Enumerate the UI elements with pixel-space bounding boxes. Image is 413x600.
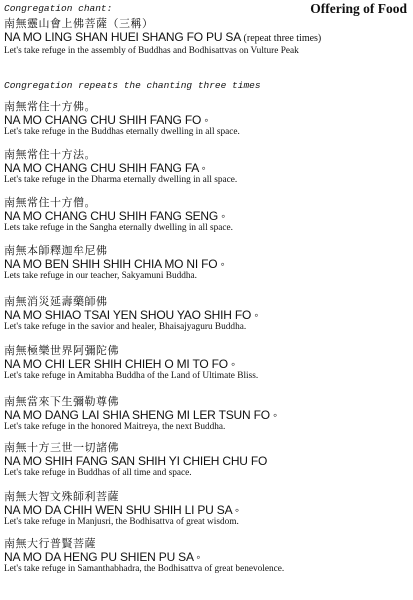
verse-chinese: 南無大智文殊師利菩薩 xyxy=(4,490,119,503)
verse-chinese: 南無靈山會上佛菩薩（三稱） xyxy=(4,17,154,30)
verse-block xyxy=(4,244,409,282)
verse-block xyxy=(4,148,409,186)
verse-block xyxy=(4,537,409,575)
verse-translation: Let's take refuge in Manjusri, the Bodhisattva of great wisdom. xyxy=(4,517,239,527)
verse-romanization: NA MO DANG LAI SHIA SHENG MI LER TSUN FO ◦ xyxy=(4,408,278,422)
verse-block xyxy=(4,196,409,234)
verse-romanization: NA MO SHIH FANG SAN SHIH YI CHIEH CHU FO xyxy=(4,454,268,468)
verse-romanization: NA MO SHIAO TSAI YEN SHOU YAO SHIH FO ◦ xyxy=(4,308,259,322)
verse-block xyxy=(4,344,409,382)
verse-translation: Let's take refuge in the Buddhas eternally dwelling in all space. xyxy=(4,127,240,137)
verse-chinese: 南無常住十方佛。 xyxy=(4,100,96,113)
congregation-repeat-label: Congregation repeats the chanting three times xyxy=(4,80,261,91)
verse-translation: Let's take refuge in the honored Maitreya, the next Buddha. xyxy=(4,422,226,432)
page-title: Offering of Food xyxy=(310,1,407,16)
verse-chinese: 南無消災延壽藥師佛 xyxy=(4,295,108,308)
verse-translation: Let's take refuge in Amitabha Buddha of the Land of Ultimate Bliss. xyxy=(4,371,259,381)
verse-chinese: 南無極樂世界阿彌陀佛 xyxy=(4,344,119,357)
verse-block xyxy=(4,295,409,333)
verse-chinese: 南無十方三世一切諸佛 xyxy=(4,441,119,454)
verse-romanization-text: NA MO LING SHAN HUEI SHANG FO PU SA xyxy=(4,30,241,44)
verse-chinese: 南無常住十方僧。 xyxy=(4,196,96,209)
verse-translation: Let's take refuge in the assembly of Buddhas and Bodhisattvas on Vulture Peak xyxy=(4,46,299,56)
verse-translation: Let's take refuge in the savior and healer, Bhaisajyaguru Buddha. xyxy=(4,322,247,332)
verse-romanization xyxy=(4,30,409,46)
verse-romanization: NA MO CHANG CHU SHIH FANG FO ◦ xyxy=(4,113,209,127)
verse-chinese: 南無大行普賢菩薩 xyxy=(4,537,96,550)
verse-romanization: NA MO CHANG CHU SHIH FANG FA ◦ xyxy=(4,161,206,175)
verse-translation: Let's take refuge in Buddhas of all time and space. xyxy=(4,468,192,478)
verse-block xyxy=(4,100,409,138)
verse-romanization: NA MO BEN SHIH SHIH CHIA MO NI FO ◦ xyxy=(4,257,225,271)
verse-translation: Let's take refuge in the Dharma eternally dwelling in all space. xyxy=(4,175,238,185)
verse-romanization: NA MO DA HENG PU SHIEN PU SA ◦ xyxy=(4,550,201,564)
verse-chinese: 南無本師釋迦牟尼佛 xyxy=(4,244,108,257)
verse-block xyxy=(4,395,409,433)
verse-block xyxy=(4,441,409,479)
verse-romanization: NA MO CHANG CHU SHIH FANG SENG ◦ xyxy=(4,209,226,223)
repeat-note: (repeat three times) xyxy=(243,33,322,44)
verse-translation: Lets take refuge in our teacher, Sakyamuni Buddha. xyxy=(4,271,197,281)
verse-chinese: 南無當來下生彌勒尊佛 xyxy=(4,395,119,408)
congregation-chant-label: Congregation chant: xyxy=(4,3,113,14)
verse-translation: Let's take refuge in Samanthabhadra, the Bodhisattva of great benevolence. xyxy=(4,564,285,574)
verse-chinese: 南無常住十方法。 xyxy=(4,148,96,161)
verse-block xyxy=(4,17,409,57)
verse-romanization: NA MO CHI LER SHIH CHIEH O MI TO FO ◦ xyxy=(4,357,236,371)
verse-romanization: NA MO DA CHIH WEN SHU SHIH LI PU SA ◦ xyxy=(4,503,239,517)
document-page xyxy=(4,0,409,600)
verse-translation: Lets take refuge in the Sangha eternally dwelling in all space. xyxy=(4,223,233,233)
verse-block xyxy=(4,490,409,528)
